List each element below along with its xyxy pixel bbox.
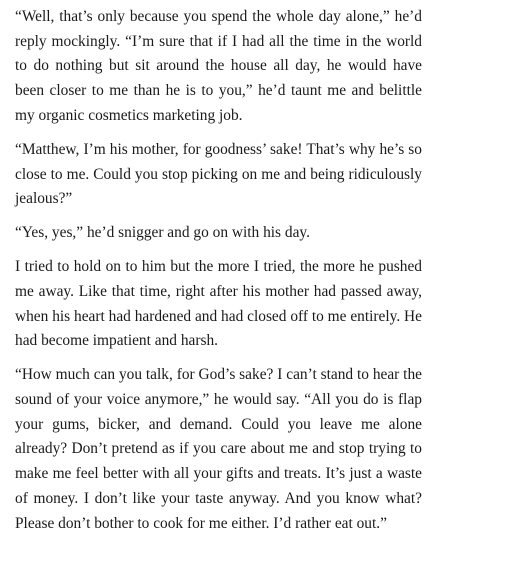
paragraph-4: I tried to hold on to him but the more I tried, the more he pushed me away. Like that time, right after his mother had passed away, when his heart had hardened and had closed off to me entirely. He had become impatient and harsh.	[15, 258, 422, 350]
paragraph-1: “Well, that’s only because you spend the whole day alone,” he’d reply mockingly. “I’m sure that if I had all the time in the world to do nothing but sit around the house all day, he would have been closer to me than he is to you,” he’d taunt me and belittle my organic cosmetics marketing job.	[15, 8, 422, 124]
paragraph-5: “How much can you talk, for God’s sake? I can’t stand to hear the sound of your voice anymore,” he would say. “All you do is flap your gums, bicker, and demand. Could you leave me alone already? Don’t pretend as if you care about me and stop trying to make me feel better with all your gifts and treats. It’s just a waste of money. I don’t like your taste anyway. And you know what? Please don’t bother to cook for me either. I’d rather eat out.”	[15, 366, 422, 532]
paragraph-3: “Yes, yes,” he’d snigger and go on with his day.	[15, 224, 310, 242]
document-page	[15, 5, 422, 546]
paragraph-2: “Matthew, I’m his mother, for goodness’ sake! That’s why he’s so close to me. Could you stop picking on me and being ridiculously jealous?”	[15, 140, 422, 208]
